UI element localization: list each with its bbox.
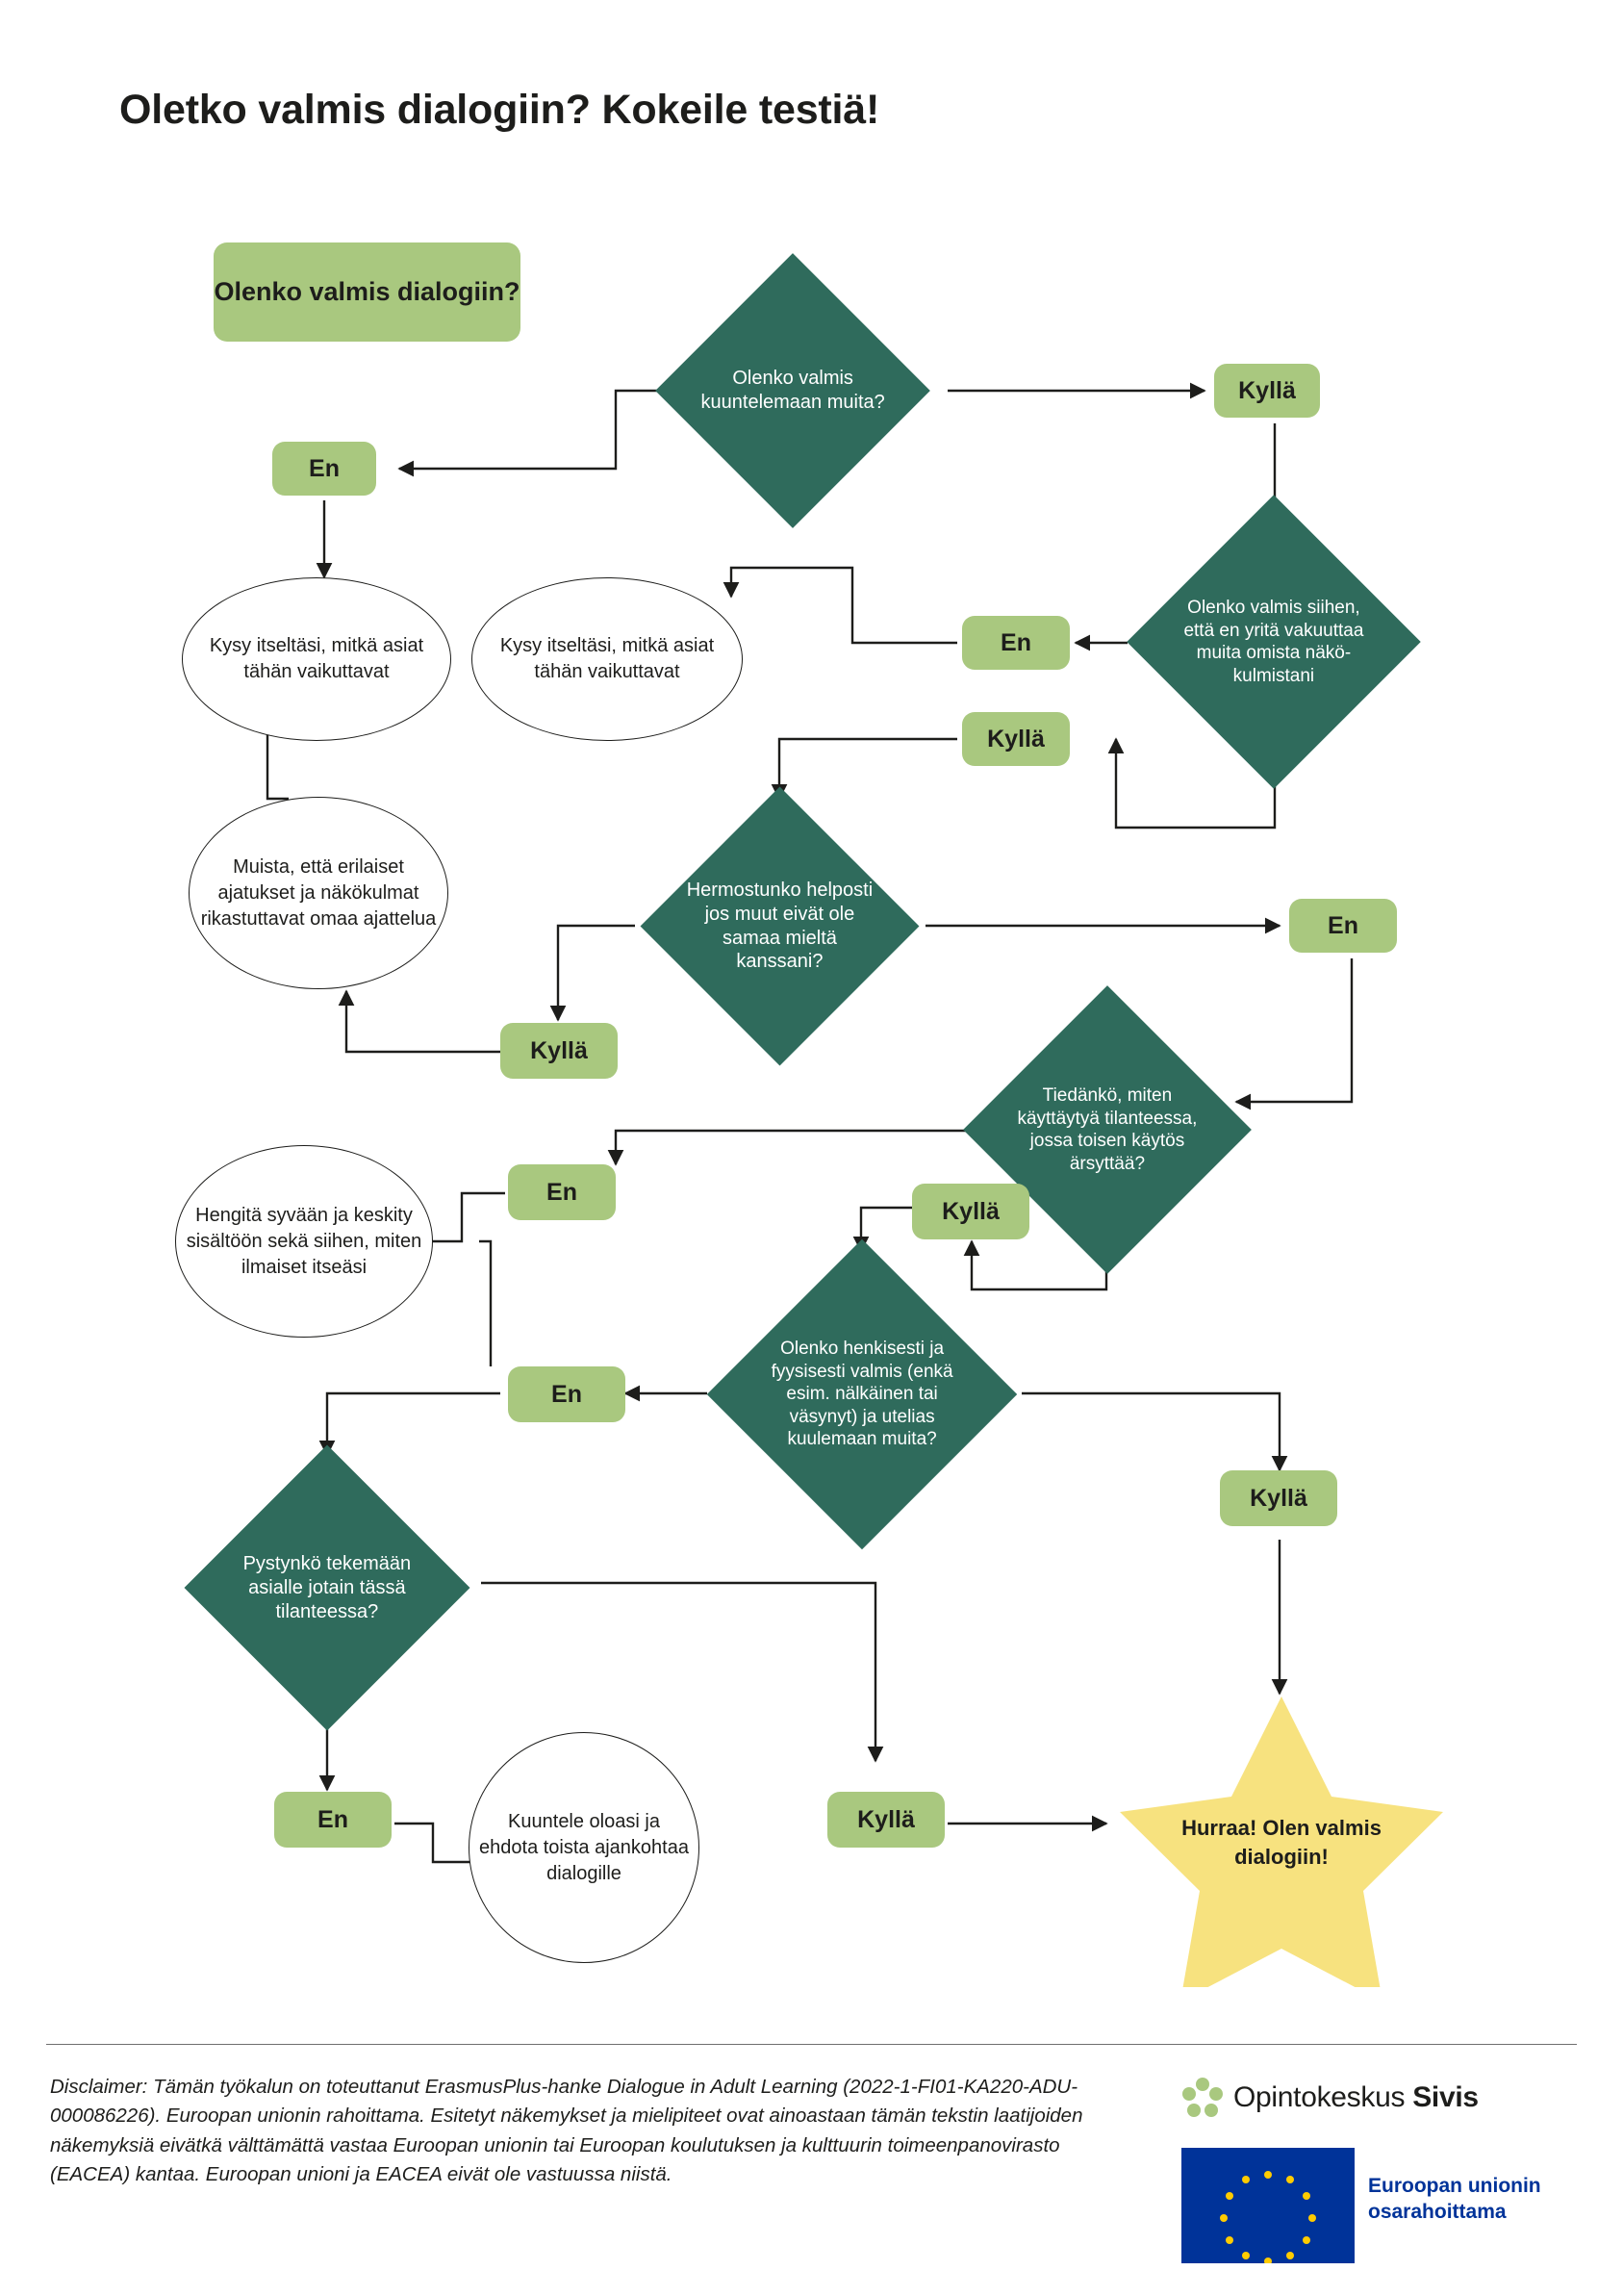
advice-circle-3: [189, 797, 448, 989]
answer-no-q5[interactable]: En: [508, 1366, 625, 1422]
advice-circle-5-label: Kuuntele oloasi ja ehdota toista ajankohtaa dialogille: [479, 1810, 689, 1884]
header-box: Olenko valmis dialogiin?: [214, 242, 520, 342]
answer-yes-q2[interactable]: Kyllä: [962, 712, 1070, 766]
eu-funding-line1: Euroopan unionin: [1368, 2175, 1541, 2197]
sivis-logo-light: Opintokeskus: [1233, 2081, 1413, 2113]
answer-yes-q3[interactable]: Kyllä: [500, 1023, 618, 1079]
sivis-logo: [1181, 2069, 1578, 2127]
answer-no-q4[interactable]: En: [508, 1164, 616, 1220]
eu-funding-line2: osarahoittama: [1368, 2201, 1507, 2224]
advice-circle-2: [471, 577, 743, 741]
decision-q1-label: Olenko valmis kuuntelemaan muita?: [700, 368, 885, 413]
answer-yes-q6[interactable]: Kyllä: [827, 1792, 945, 1848]
disclaimer-text: Disclaimer: Tämän työkalun on toteuttanut ErasmusPlus-hanke Dialogue in Adult Learning (2022-1-FI01-KA220-ADU-000086226). Euroopan unionin rahoittama. Esitetyt näkemykset ja mielipiteet ovat ainoastaan tämän tekstin laatijoiden näkemyksiä eivätkä välttämättä vastaa Euroopan unionin tai Euroopan koulutuksen ja kulttuurin toimeenpanovirasto (EACEA) kantaa. Euroopan unioni ja EACEA eivät ole vastuussa niistä.: [50, 2076, 1083, 2185]
answer-no-q6[interactable]: En: [274, 1792, 392, 1848]
decision-q3-label: Hermostunko helposti jos muut eivät ole samaa mieltä kanssani?: [686, 879, 874, 973]
footer-divider: [46, 2044, 1577, 2045]
eu-funding-text: [1368, 2173, 1609, 2226]
sivis-logo-bold: Sivis: [1412, 2081, 1479, 2113]
eu-stars-icon: [1181, 2148, 1355, 2263]
answer-yes-q1[interactable]: Kyllä: [1214, 364, 1320, 418]
advice-circle-5: [469, 1732, 699, 1963]
advice-circle-2-label: Kysy itseltäsi, mitkä asiat tähän vaikuttavat: [499, 635, 715, 682]
answer-no-q3[interactable]: En: [1289, 899, 1397, 953]
answer-no-q1[interactable]: En: [272, 442, 376, 496]
decision-q2-label: Olenko valmis siihen, että en yritä vakuuttaa muita omista näkö-kulmistani: [1183, 597, 1364, 686]
advice-circle-4-label: Hengitä syvään ja keskity sisältöön sekä siihen, miten ilmaiset itseäsi: [186, 1204, 422, 1278]
flower-icon: [1181, 2077, 1224, 2119]
eu-flag-icon: [1181, 2148, 1355, 2263]
decision-q5-label: Olenko henkisesti ja fyysisesti valmis (enkä esim. nälkäinen tai väsynyt) ja utelias kuulemaan muita?: [771, 1339, 953, 1450]
advice-circle-4: [175, 1145, 433, 1338]
decision-q4-label: Tiedänkö, miten käyttäytyä tilanteessa, jossa toisen käytös ärsyttää?: [1017, 1084, 1198, 1174]
decision-q6-label: Pystynkö tekemään asialle jotain tässä tilanteessa?: [242, 1552, 412, 1622]
page-title: Oletko valmis dialogiin? Kokeile testiä!: [119, 87, 880, 133]
advice-circle-3-label: Muista, että erilaiset ajatukset ja näkökulmat rikastuttavat omaa ajattelua: [200, 855, 437, 930]
advice-circle-1: [182, 577, 451, 741]
sivis-logo-text: [1233, 2081, 1479, 2114]
advice-circle-1-label: Kysy itseltäsi, mitkä asiat tähän vaikuttavat: [209, 635, 424, 682]
answer-yes-q4[interactable]: Kyllä: [912, 1184, 1029, 1239]
result-star-label: Hurraa! Olen valmis dialogiin!: [1181, 1816, 1382, 1869]
answer-yes-q5[interactable]: Kyllä: [1220, 1470, 1337, 1526]
answer-no-q2[interactable]: En: [962, 616, 1070, 670]
